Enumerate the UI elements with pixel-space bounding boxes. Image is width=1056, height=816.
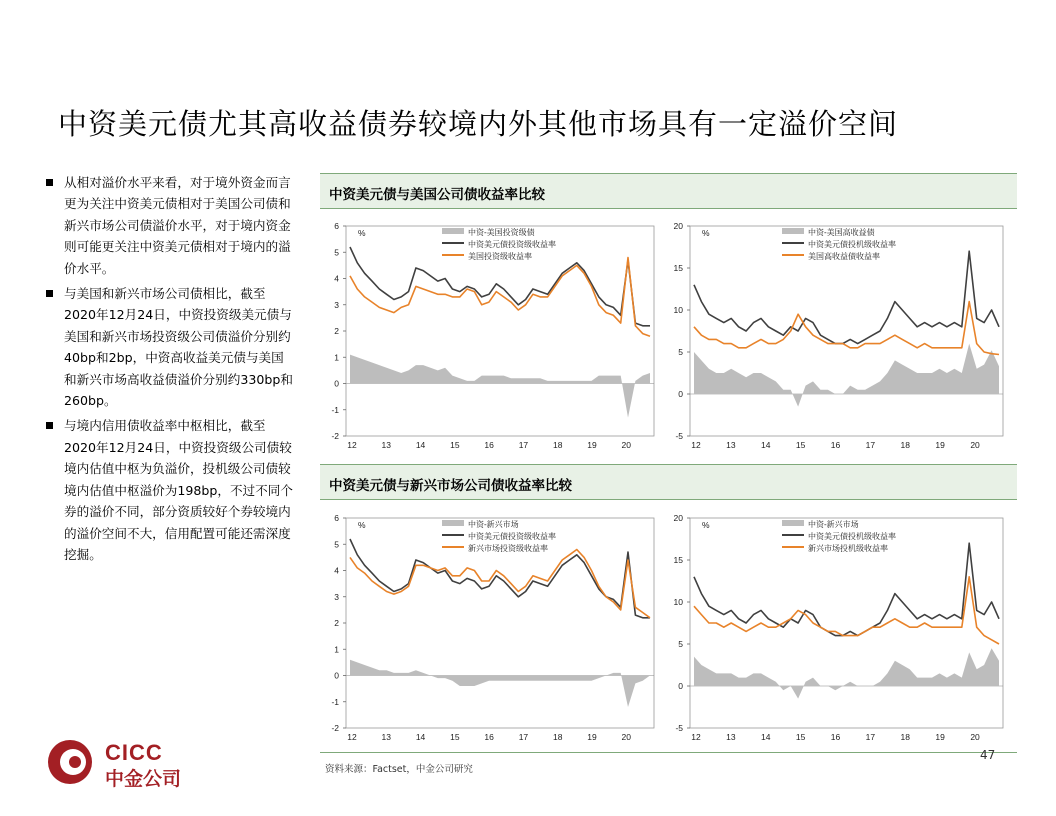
legend-swatch-area [782, 228, 804, 234]
legend-label: 美国投资级收益率 [468, 252, 532, 261]
chart-us-high-yield [666, 214, 1011, 458]
x-tick-label: 20 [621, 440, 632, 450]
y-tick-label: 0 [678, 389, 683, 399]
x-tick-label: 15 [795, 440, 806, 450]
panel-header-em [320, 464, 1017, 500]
y-tick-label: 4 [334, 273, 339, 284]
y-tick-label: -5 [675, 723, 683, 733]
x-tick-label: 18 [900, 440, 911, 450]
legend-swatch-area [782, 520, 804, 526]
y-tick-label: 0 [334, 670, 339, 681]
legend-label: 新兴市场投资级收益率 [468, 544, 548, 553]
x-tick-label: 17 [518, 440, 529, 450]
y-tick-label: -2 [331, 723, 339, 733]
spread-area-series [350, 355, 650, 418]
chart-us-investment-grade [322, 214, 662, 458]
legend-label: 美国高收益债收益率 [808, 252, 880, 261]
y-tick-label: -1 [331, 696, 339, 707]
x-tick-label: 15 [450, 440, 460, 450]
china-usd-yield-line [694, 543, 999, 635]
x-tick-label: 13 [726, 440, 736, 450]
legend-label: 中资-新兴市场 [468, 520, 519, 529]
legend-label: 中资美元债投机级收益率 [808, 240, 896, 249]
legend-label: 新兴市场投机级收益率 [808, 544, 888, 553]
x-tick-label: 14 [761, 732, 771, 742]
y-tick-label: 0 [678, 681, 683, 691]
unit-label: % [702, 520, 710, 530]
x-tick-label: 20 [621, 732, 632, 742]
bullet-item [46, 172, 296, 279]
x-tick-label: 15 [795, 732, 806, 742]
y-tick-label: 6 [334, 513, 339, 523]
x-tick-label: 17 [865, 732, 876, 742]
legend-label: 中资美元债投资级收益率 [468, 240, 556, 249]
bullet-square-icon [46, 290, 53, 297]
legend-label: 中资-美国高收益债 [808, 228, 875, 237]
y-tick-label: 3 [334, 591, 339, 602]
x-tick-label: 15 [450, 732, 460, 742]
y-tick-label: 4 [334, 565, 339, 576]
bullet-text: 从相对溢价水平来看，对于境外资金而言更为关注中资美元债相对于美国公司债和新兴市场公司债溢价水平，对于境内资金则可能更关注中资美元债相对于境内的溢价水平。 [64, 175, 291, 276]
y-tick-label: 2 [334, 326, 339, 336]
legend-swatch-area [442, 520, 464, 526]
y-tick-label: 15 [673, 263, 683, 273]
y-tick-label: 15 [673, 555, 683, 565]
x-tick-label: 17 [865, 440, 876, 450]
y-tick-label: 5 [678, 347, 683, 357]
y-tick-label: 3 [334, 299, 339, 310]
unit-label: % [702, 228, 710, 238]
spread-area-series [694, 648, 999, 698]
x-tick-label: 16 [830, 732, 841, 742]
y-tick-label: 10 [673, 305, 683, 315]
x-tick-label: 20 [970, 732, 980, 742]
chart-em-investment-grade [322, 506, 662, 750]
y-tick-label: 10 [673, 597, 683, 607]
legend-swatch-area [442, 228, 464, 234]
x-tick-label: 14 [761, 440, 771, 450]
y-tick-label: 20 [673, 513, 683, 523]
panel-header-us [320, 173, 1017, 209]
x-tick-label: 12 [691, 440, 701, 450]
y-tick-label: 2 [334, 618, 339, 628]
x-tick-label: 19 [935, 440, 945, 450]
bullet-text: 与美国和新兴市场公司债相比，截至2020年12月24日，中资投资级美元债与美国和新兴市场投资级公司债溢价分别约40bp和2bp，中资高收益美元债与美国和新兴市场高收益债溢价分别约330bp和260bp。 [64, 286, 293, 409]
page-title: 中资美元债尤其高收益债券较境内外其他市场具有一定溢价空间 [58, 107, 899, 141]
spread-area-series [350, 660, 650, 707]
y-tick-label: 0 [334, 378, 339, 389]
x-tick-label: 16 [484, 732, 494, 742]
x-tick-label: 16 [830, 440, 841, 450]
x-tick-label: 13 [381, 440, 392, 450]
y-tick-label: 20 [673, 221, 683, 231]
x-tick-label: 19 [587, 440, 597, 450]
y-tick-label: 5 [334, 247, 339, 258]
bullet-square-icon [46, 422, 53, 429]
source-divider [320, 752, 1017, 753]
y-tick-label: 6 [334, 221, 339, 231]
bullet-text: 与境内信用债收益率中枢相比，截至2020年12月24日，中资投资级公司债较境内估值中枢为负溢价，投机级公司债较境内估值中枢溢价为198bp，不过不同个券的溢价不同，部分资质较好个券较境内的溢价空间不大，信用配置可能还需深度挖掘。 [64, 418, 293, 562]
benchmark-yield-line [350, 550, 650, 618]
x-tick-label: 20 [970, 440, 980, 450]
legend-label: 中资-美国投资级债 [468, 228, 535, 237]
x-tick-label: 14 [415, 440, 426, 450]
y-tick-label: 1 [334, 352, 339, 363]
y-tick-label: -2 [331, 431, 339, 441]
cicc-logo-icon [44, 738, 100, 786]
bullet-item [46, 283, 296, 411]
page-number: 47 [980, 748, 996, 762]
spread-area-series [694, 344, 999, 407]
logo-text-cn: 中金公司 [105, 768, 182, 790]
x-tick-label: 17 [518, 732, 529, 742]
x-tick-label: 18 [552, 440, 563, 450]
source-note: 资料来源：Factset，中金公司研究 [325, 764, 473, 775]
x-tick-label: 12 [347, 440, 357, 450]
china-usd-yield-line [694, 251, 999, 343]
y-tick-label: 5 [334, 539, 339, 550]
logo-text-en: CICC [105, 740, 163, 765]
x-tick-label: 12 [691, 732, 701, 742]
unit-label: % [358, 228, 366, 238]
x-tick-label: 13 [381, 732, 392, 742]
bullet-list [46, 172, 296, 569]
x-tick-label: 19 [587, 732, 597, 742]
legend-label: 中资美元债投资级收益率 [468, 532, 556, 541]
panel-title-us: 中资美元债与美国公司债收益率比较 [329, 187, 545, 203]
y-tick-label: -1 [331, 404, 339, 415]
x-tick-label: 13 [726, 732, 736, 742]
chart-em-high-yield [666, 506, 1011, 750]
x-tick-label: 12 [347, 732, 357, 742]
unit-label: % [358, 520, 366, 530]
bullet-square-icon [46, 179, 53, 186]
legend-label: 中资美元债投机级收益率 [808, 532, 896, 541]
benchmark-yield-line [350, 258, 650, 337]
y-tick-label: 1 [334, 644, 339, 655]
y-tick-label: -5 [675, 431, 683, 441]
x-tick-label: 16 [484, 440, 494, 450]
x-tick-label: 19 [935, 732, 945, 742]
x-tick-label: 18 [900, 732, 911, 742]
x-tick-label: 18 [552, 732, 563, 742]
legend-label: 中资-新兴市场 [808, 520, 859, 529]
y-tick-label: 5 [678, 639, 683, 649]
x-tick-label: 14 [415, 732, 426, 742]
bullet-item [46, 415, 296, 565]
panel-title-em: 中资美元债与新兴市场公司债收益率比较 [329, 478, 572, 494]
